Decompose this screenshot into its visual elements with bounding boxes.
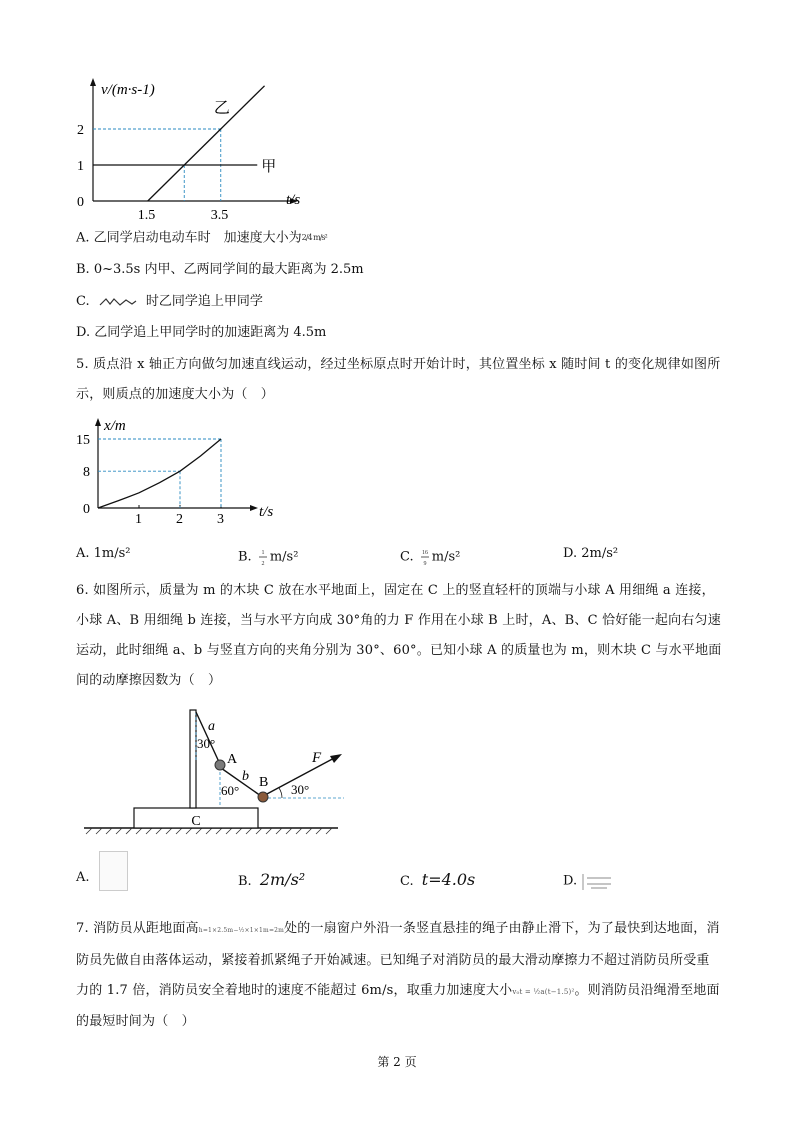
q4-option-a-text: A. 乙同学启动电动车时 加速度大小为 — [76, 230, 302, 246]
series-label-yi: 乙 — [213, 99, 230, 117]
q4-option-c — [76, 293, 263, 311]
q4-option-a — [76, 229, 327, 248]
y-tick-label: 2 — [77, 123, 84, 138]
q5-option-b — [238, 546, 298, 568]
svg-text:16: 16 — [421, 550, 428, 556]
x-tick-label: 3.5 — [210, 208, 229, 222]
q7-kinematics-formula: v₀t = ½a(t−1.5)² — [512, 988, 575, 996]
q7-height-formula: h=1×2.5m−½×1×1m=2m — [198, 927, 285, 934]
q6-option-c — [400, 870, 475, 889]
ground-hatching — [86, 828, 332, 834]
question-7-text — [76, 914, 722, 1037]
y-axis-label: x/m — [104, 418, 126, 434]
svg-text:1: 1 — [261, 550, 265, 556]
q4-option-d: D. 乙同学追上甲同学时的加速距离为 4.5m — [76, 325, 327, 340]
rope-a-label: a — [208, 719, 215, 734]
x-axis-label: t/s — [286, 192, 301, 208]
series-label-jia: 甲 — [261, 159, 277, 175]
q5-option-b-fraction — [256, 546, 270, 568]
angle-a-label: 30° — [197, 736, 216, 751]
q5-option-c-unit: m/s² — [431, 549, 461, 565]
q4-option-c-formula — [98, 295, 138, 309]
rope-b-label: b — [242, 769, 249, 784]
q6-option-c-label: C. — [400, 874, 414, 889]
block-c-label: C — [191, 814, 201, 829]
ball-b-label: B — [259, 775, 269, 790]
velocity-time-chart — [76, 72, 326, 222]
q4-option-c-text: 时乙同学追上甲同学 — [145, 294, 263, 309]
force-f-label: F — [312, 750, 322, 766]
x-axis-arrow — [250, 505, 258, 511]
q5-option-c-label: C. — [400, 549, 414, 565]
q6-option-a-label: A. — [76, 870, 90, 885]
ball-b — [258, 792, 268, 802]
q4-option-a-formula: 2/4 m/s² — [301, 233, 327, 242]
series-line-yi — [148, 86, 265, 201]
x-tick-label: 1.5 — [137, 208, 156, 222]
ball-a-label: A — [227, 752, 238, 767]
x-tick-label: 3 — [217, 512, 224, 527]
angle-b-label: 60° — [221, 783, 240, 798]
question-6-text: 6. 如图所示，质量为 m 的木块 C 放在水平地面上，固定在 C 上的竖直轻杆的顶端与小球 A 用细绳 a 连接，小球 A、B 用细绳 b 连接，当与水平方向成 30°角的力 F 作用在小球 B 上时，A、B、C 恰好能一起向右匀速运动，此时细绳 a、b 与竖直方向的夹角分别为 30°、60°。已知小球 A 的质量也为 m，则木块 C 与水平地面间的动摩擦因数为（ ） — [76, 583, 722, 688]
q7-text-part2: 处的一扇窗户外沿一条竖直悬挂的绳子由静止滑下，为了最快到达地面，消防员先做自由落体运动，紧接着抓紧绳子开始减速。已知绳子对消防员的最大滑动摩擦力不超过消防员所受重力的 1.7 倍，消防员安全着地时的速度不能超过 6m/s，取重力加速度大小 — [76, 921, 720, 998]
y-axis-label: v/(m·s-1) — [101, 82, 155, 98]
q6-option-a — [76, 870, 90, 885]
q6-option-c-value: t=4.0s — [421, 870, 476, 889]
q6-option-b-label: B. — [238, 874, 252, 889]
q7-text-part3: 。则消防员沿绳滑至地面的最短时间为（ ） — [76, 983, 720, 1029]
q6-option-d-formula — [581, 870, 615, 892]
q6-option-b — [238, 870, 305, 889]
q4-option-c-label: C. — [76, 294, 90, 309]
x-tick-label: 1 — [135, 512, 142, 527]
q6-option-d — [563, 870, 615, 892]
y-tick-label: 8 — [83, 465, 90, 481]
y-axis-arrow — [95, 418, 101, 426]
q6-option-d-label: D. — [563, 873, 578, 889]
q7-text-part1: 7. 消防员从距地面高 — [76, 921, 199, 936]
q5-option-c-fraction — [418, 546, 432, 568]
question-5-text: 5. 质点沿 x 轴正方向做匀加速直线运动，经过坐标原点时开始计时，其位置坐标 x 随时间 t 的变化规律如图所示，则质点的加速度大小为（ ） — [76, 357, 721, 402]
position-time-chart — [76, 412, 286, 527]
q6-force-diagram — [76, 700, 356, 835]
q4-option-b: B. 0~3.5s 内甲、乙两同学间的最大距离为 2.5m — [76, 262, 364, 277]
y-axis-arrow — [90, 78, 96, 86]
y-tick-label: 1 — [77, 159, 84, 174]
page-footer: 第 2 页 — [377, 1055, 417, 1069]
series-curve — [98, 439, 221, 508]
angle-arc-f — [279, 788, 282, 798]
q5-option-b-unit: m/s² — [269, 549, 299, 565]
vertical-rod — [190, 710, 196, 808]
q5-option-c — [400, 546, 460, 568]
q6-option-b-value: 2m/s² — [259, 870, 306, 889]
svg-text:9: 9 — [423, 561, 427, 567]
origin-label: 0 — [77, 195, 84, 210]
x-tick-label: 2 — [176, 512, 183, 527]
x-axis-label: t/s — [259, 504, 274, 520]
force-f-arrowhead — [330, 754, 342, 763]
q5-option-a: A. 1m/s² — [76, 546, 131, 561]
q5-option-d: D. 2m/s² — [563, 546, 619, 561]
origin-label: 0 — [83, 502, 90, 517]
y-tick-label: 15 — [76, 433, 90, 448]
q6-option-a-image — [99, 851, 128, 891]
ball-a — [215, 760, 225, 770]
q5-option-b-label: B. — [238, 549, 252, 565]
angle-f-label: 30° — [291, 782, 310, 797]
svg-text:2: 2 — [261, 561, 265, 567]
